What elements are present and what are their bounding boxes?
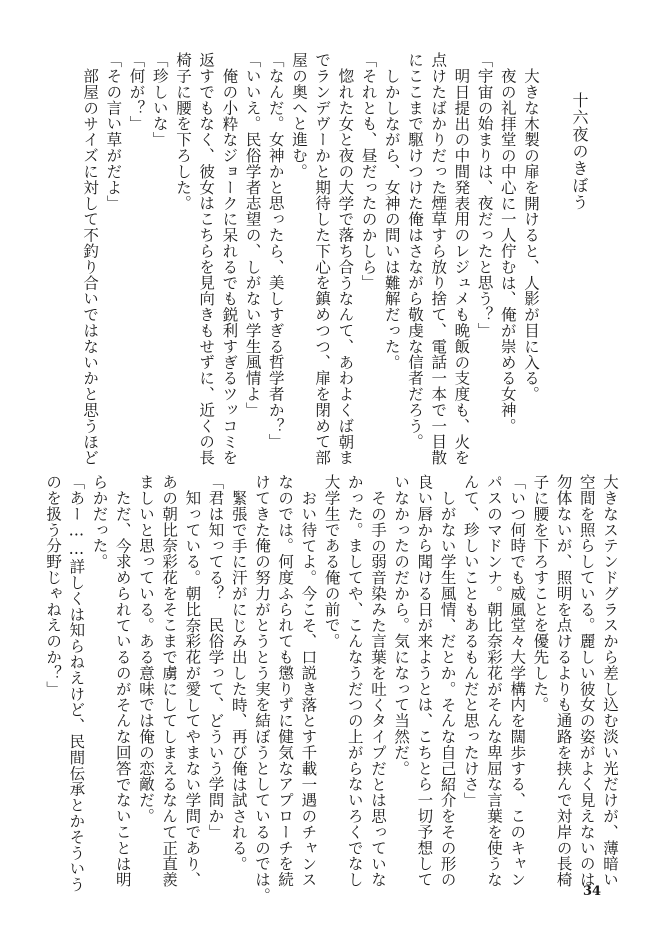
text-line: なのでは。何度ふられても懲りずに健気なアプローチを続 <box>276 474 295 888</box>
text-line: 「それとも、昼だったのかしら」 <box>359 52 378 291</box>
page-number: 34 <box>583 884 602 899</box>
text-line: 返すでもなく、彼女はこちらを見向きもせずに、近くの長 <box>197 52 216 466</box>
text-line: かった。ましてや、こんなうだつの上がらないろくでなし <box>345 474 364 888</box>
story-title <box>562 92 596 242</box>
text-line: 「珍しいな」 <box>150 52 169 148</box>
text-line: 大きな木製の扉を開けると、人影が目に入る。 <box>522 67 540 402</box>
text-line: 椅子に腰を下ろした。 <box>173 52 192 211</box>
text-line: 大きなステンドグラスから差し込む淡い光だけが、薄暗い <box>601 474 619 888</box>
text-line: しがない学生風情、だとか。そんな自己紹介をその形の <box>438 489 457 887</box>
text-line: 「君は知ってる？ 民俗学って、どういう学問か」 <box>206 474 225 840</box>
upper-text-block <box>81 52 542 466</box>
text-line: 勿体ないが、照明を点けるよりも通路を挟んで対岸の長椅 <box>554 474 573 888</box>
text-line: その手の弱音染みた言葉を吐くタイプだとは思っていな <box>368 489 387 887</box>
text-line: しかしながら、女神の問いは難解だった。 <box>382 67 401 370</box>
text-line: 「いいえ。民俗学者志望の、しがない学生風情よ」 <box>243 52 262 418</box>
text-line: 子に腰を下ろすことを優先した。 <box>531 474 550 713</box>
text-line: 「なんだ。女神かと思ったら、美しすぎる哲学者か？」 <box>266 52 285 450</box>
text-line: 「その言い草がだよ」 <box>104 52 123 211</box>
text-line: 緊張で手に汗がにじみ出した時、再び俺は試される。 <box>229 489 248 872</box>
text-line: 明日提出の中間発表用のレジュメも晩飯の支度も、火を <box>452 67 471 465</box>
text-line: 「いつ何時でも威風堂々大学構内を闊歩する、このキャン <box>508 474 527 888</box>
text-line: にここまで駆けつけた俺はさながら敬虔な信者だろう。 <box>405 52 424 450</box>
text-line: おい待てよ。今こそ、口説き落とす千載一遇のチャンス <box>299 489 318 887</box>
text-line: あの朝比奈彩花をそこまで虜にしてしまえるなんて正直羨 <box>160 474 179 888</box>
text-line: んて、珍しいこともあるもんだと思ったけさ」 <box>461 474 480 808</box>
text-line: 「あー……詳しくは知らねえけど、民間伝承とかそういう <box>67 474 86 893</box>
story-title-text: 十六夜のきぼう <box>570 92 589 211</box>
text-line: パスのマドンナ。朝比奈彩花がそんな卑屈な言葉を使うな <box>484 474 503 888</box>
text-line: 屋の奥へと進む。 <box>289 52 308 180</box>
text-line: 俺の小粋なジョークに呆れるでも鋭利すぎるツッコミを <box>220 67 239 465</box>
text-line: 点けたばかりだった煙草すら放り捨て、電話一本で一目散 <box>429 52 448 466</box>
text-line: 大学生である俺の前で。 <box>322 474 341 649</box>
text-line: でランデヴーかと期待した下心を鎮めつつ、扉を閉めて部 <box>313 52 332 466</box>
text-line: のを扱う分野じゃねえのか？」 <box>44 474 63 697</box>
text-line: 夜の礼拝堂の中心に一人佇むは、俺が崇める女神。 <box>498 67 517 434</box>
text-line: 良い唇から聞ける日が来ようとは、こちとら一切予想して <box>415 474 434 888</box>
text-line: 知っている。朝比奈彩花が愛してやまない学問であり、 <box>183 489 202 887</box>
text-line: 部屋のサイズに対して不釣り合いではないかと思うほど <box>81 67 100 465</box>
text-line: ましいと思っている。ある意味では俺の恋敵だ。 <box>136 474 155 824</box>
text-line: 「何が？」 <box>127 52 146 132</box>
text-line: ただ、今求められているのがそんな回答でないことは明 <box>113 489 132 887</box>
text-line: 「宇宙の始まりは、夜だったと思う？」 <box>475 52 494 339</box>
text-line: 惚れた女と夜の大学で落ち合うなんて、あわよくば朝ま <box>336 67 355 465</box>
text-line: らかだった。 <box>90 474 109 570</box>
text-line: 空間を照らしている。麗しい彼女の姿がよく見えないのは <box>577 474 596 888</box>
text-line: けてきた俺の努力がとうとう実を結ぼうとしているのでは。 <box>252 474 271 904</box>
text-line: いなかったのだから。気になって当然だ。 <box>392 474 411 777</box>
